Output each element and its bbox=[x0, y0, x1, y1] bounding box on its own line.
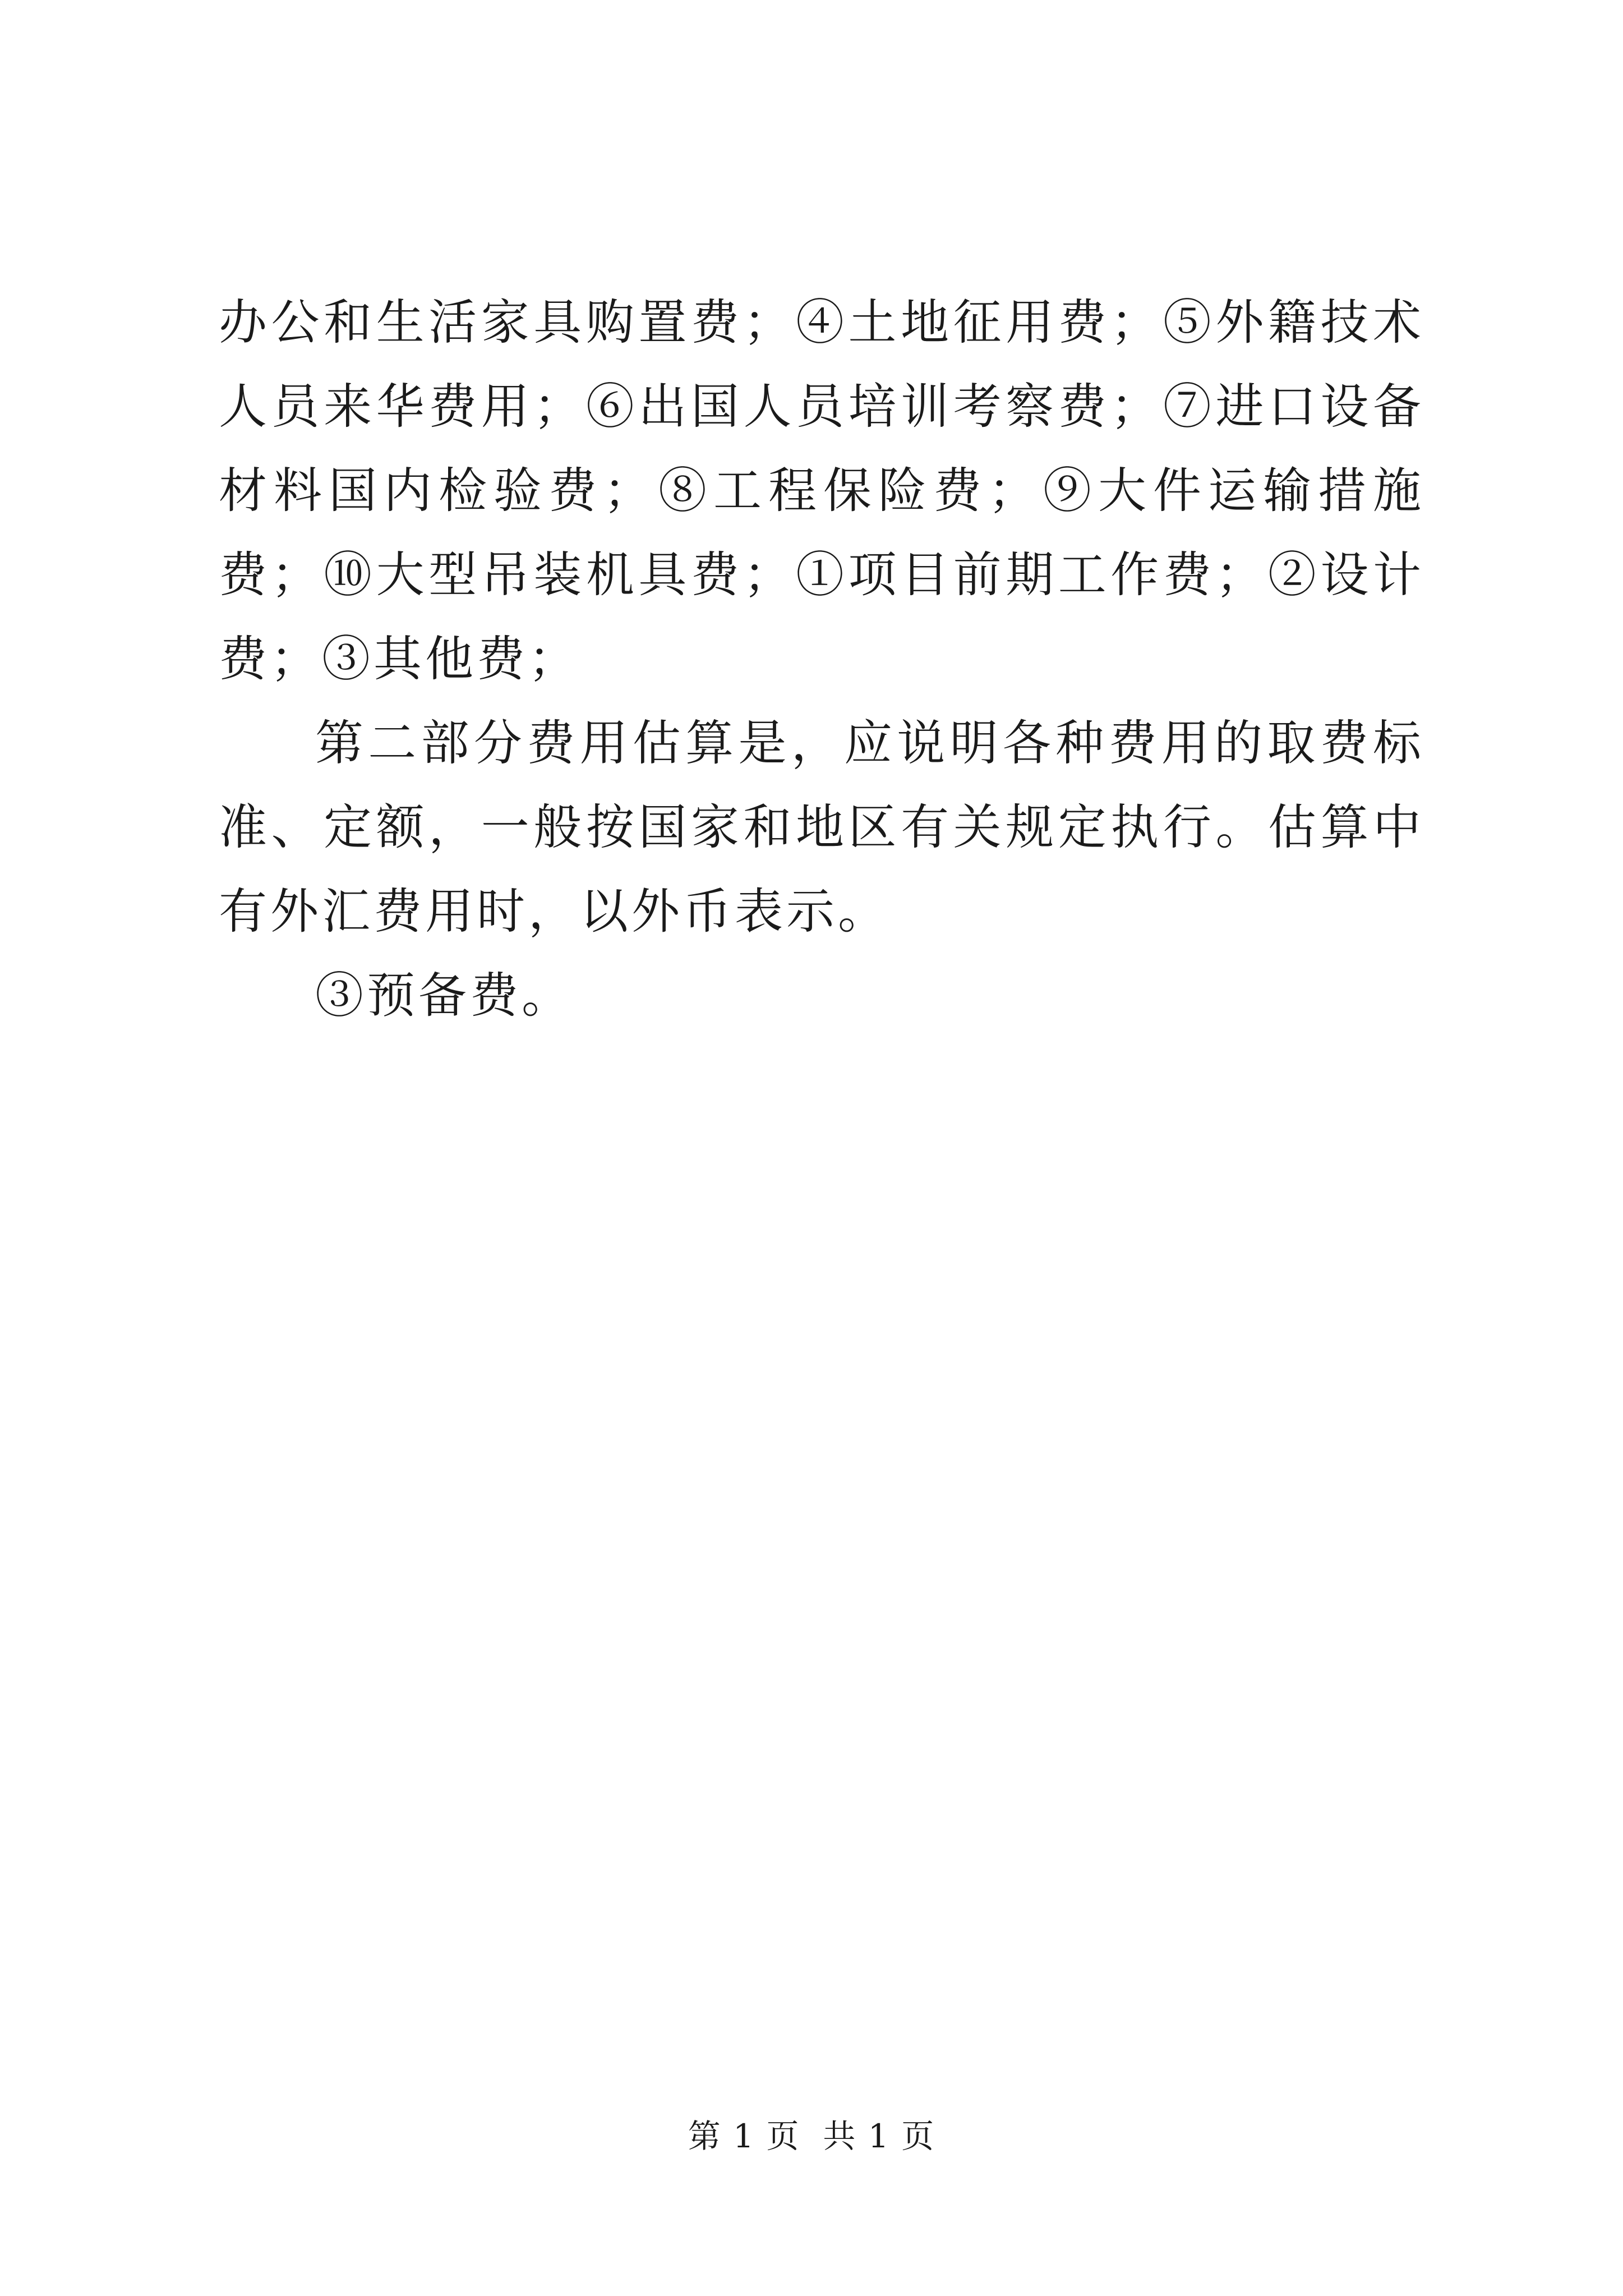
document-body bbox=[219, 280, 1424, 1038]
paragraph-part-two-estimate: 第二部分费用估算是，应说明各种费用的取费标准、定额，一般按国家和地区有关规定执行。估算中有外汇费用时，以外币表示。 bbox=[219, 715, 1424, 940]
paragraph-contingency: ③预备费。 bbox=[315, 968, 573, 1024]
paragraph-cost-items: 办公和生活家具购置费；④土地征用费；⑤外籍技术人员来华费用；⑥出国人员培训考察费；⑦进口设备材料国内检验费；⑧工程保险费；⑨大件运输措施费；⑩大型吊装机具费；①项目前期工作费；②设计费；③其他费； bbox=[219, 295, 1424, 687]
page-footer bbox=[0, 2114, 1623, 2159]
page-number-label: 第 1 页 共 1 页 bbox=[688, 2117, 935, 2155]
